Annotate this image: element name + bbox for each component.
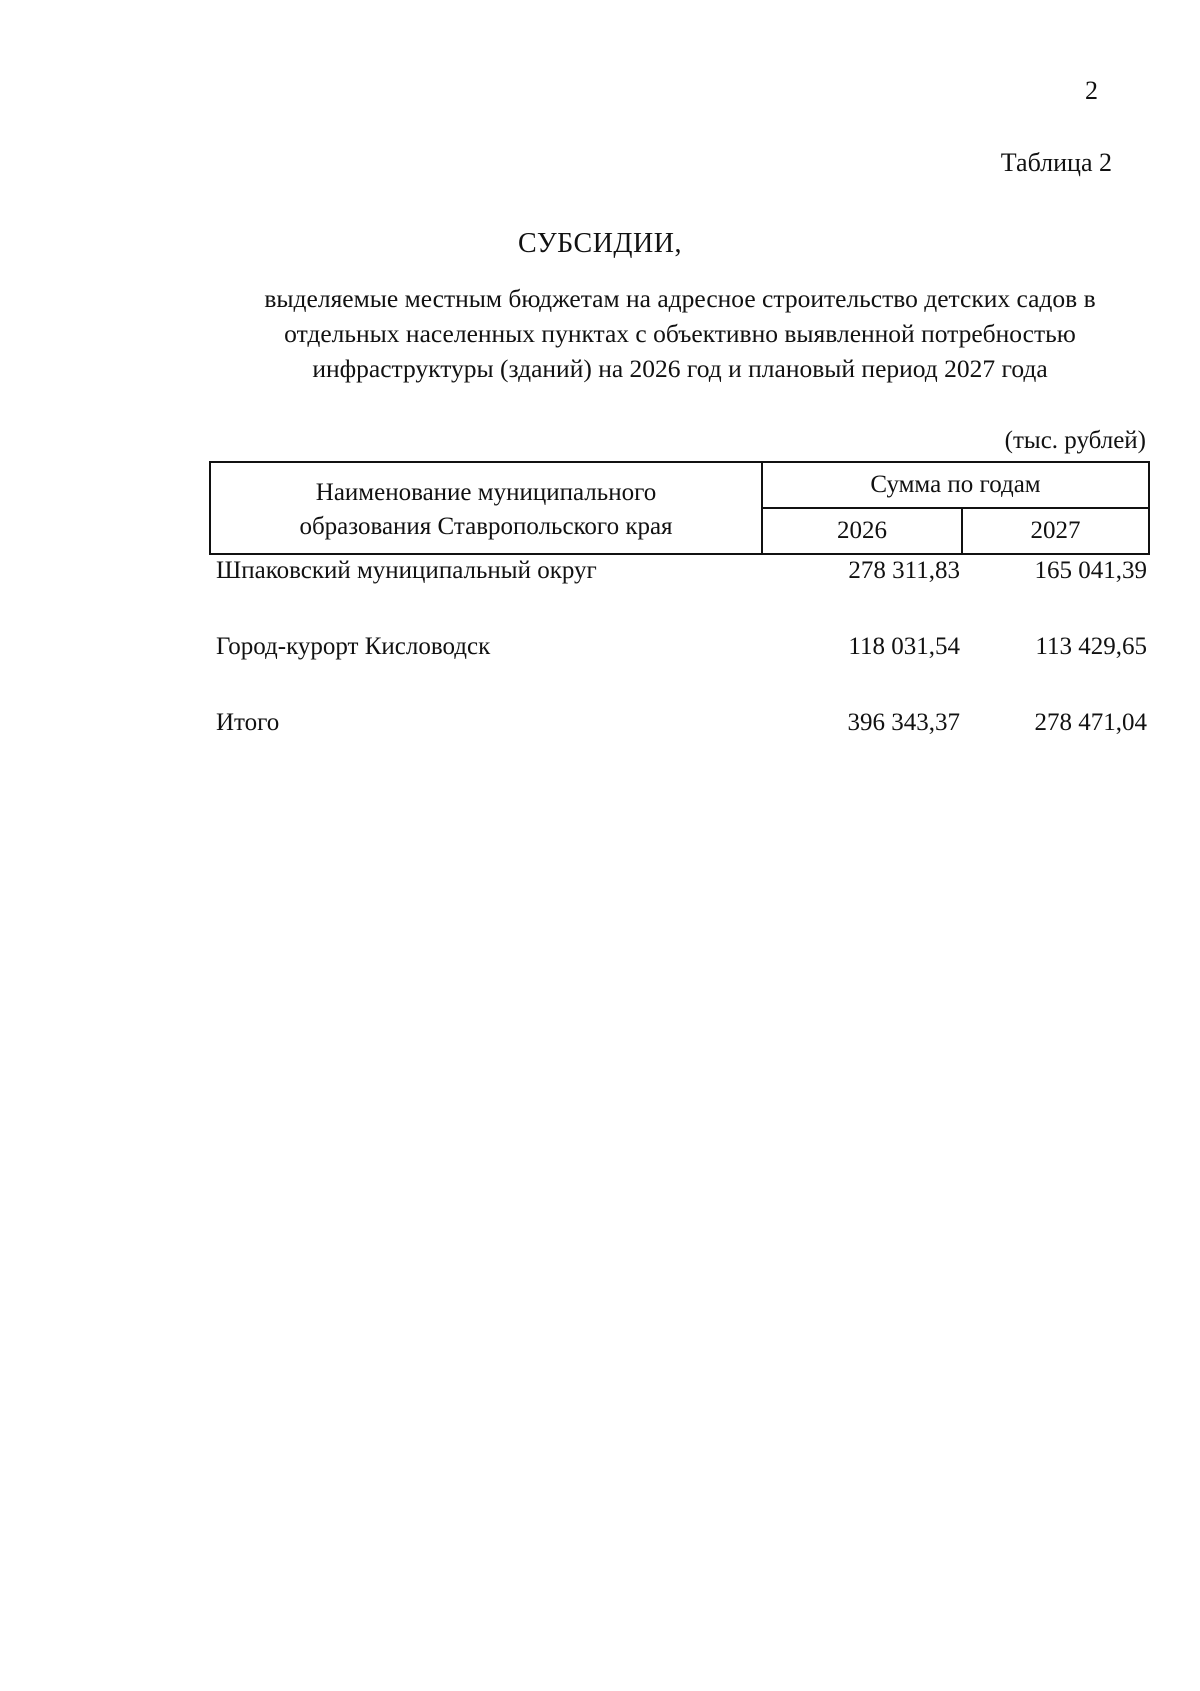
- document-title: СУБСИДИИ,: [518, 228, 682, 259]
- municipality-header-line: образования Ставропольского края: [299, 513, 673, 540]
- table-row: [210, 554, 1149, 627]
- amount-2026: 278 311,83: [848, 557, 960, 584]
- table-row: [210, 627, 1149, 703]
- table-header: [210, 462, 1149, 554]
- municipality-column-header: [210, 462, 762, 554]
- total-row: [210, 703, 1149, 779]
- subtitle-line: отдельных населенных пунктах с объективно выявленной потребностью: [284, 319, 1076, 348]
- year-column-header: 2026: [762, 508, 962, 554]
- total-2026: 396 343,37: [847, 709, 960, 736]
- document-subtitle: [210, 281, 1150, 386]
- table-label: Таблица 2: [1000, 148, 1112, 177]
- total-label: Итого: [216, 709, 280, 736]
- page-number: 2: [1085, 76, 1098, 105]
- subtitle-line: выделяемые местным бюджетам на адресное строительство детских садов в: [264, 284, 1096, 313]
- subtitle-line: инфраструктуры (зданий) на 2026 год и плановый период 2027 года: [312, 354, 1048, 383]
- municipality-name: Шпаковский муниципальный округ: [216, 557, 597, 584]
- year-column-header: 2027: [962, 508, 1149, 554]
- subsidy-table: [209, 461, 1150, 779]
- amount-2026: 118 031,54: [848, 633, 960, 660]
- amount-2027: 165 041,39: [1034, 557, 1147, 584]
- municipality-header-line: Наименование муниципального: [315, 479, 657, 506]
- municipality-name: Город-курорт Кисловодск: [216, 633, 491, 660]
- total-2027: 278 471,04: [1034, 709, 1147, 736]
- table-body: [210, 554, 1149, 779]
- sum-by-years-header: Сумма по годам: [762, 462, 1149, 508]
- units-label: (тыс. рублей): [1004, 427, 1146, 454]
- amount-2027: 113 429,65: [1035, 633, 1147, 660]
